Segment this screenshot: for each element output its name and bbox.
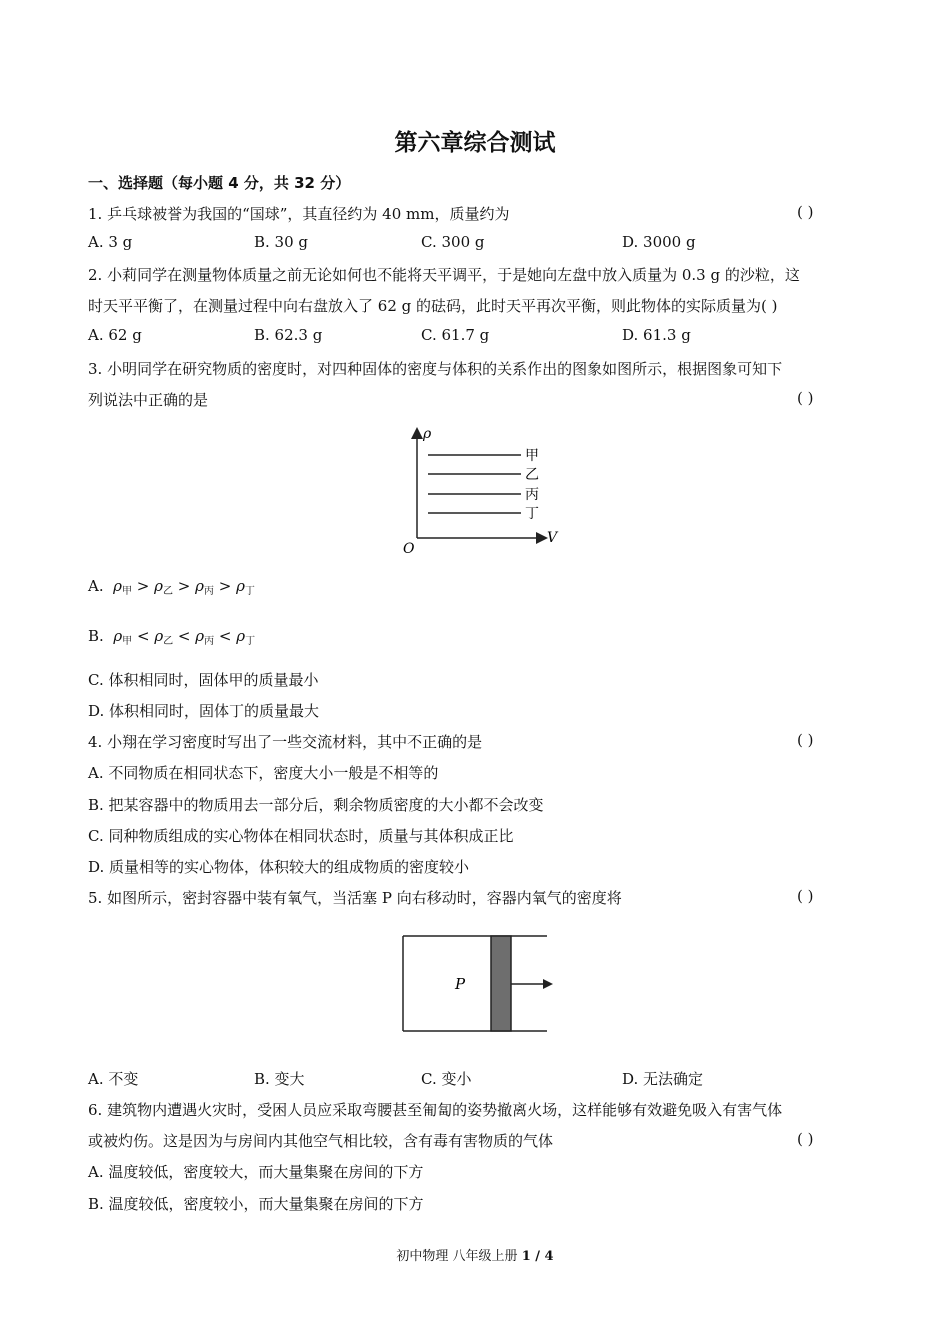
question-6-stem-line1: 6. 建筑物内遭遇火灾时，受困人员应采取弯腰甚至匍匐的姿势撤离火场，这样能够有效避免吸入有害气体	[88, 1101, 783, 1119]
q3-option-b: B. $\rho_甲 < \rho_乙 < \rho_丙 < \rho_丁$	[88, 627, 256, 647]
q4-option-c: C. 同种物质组成的实心物体在相同状态时，质量与其体积成正比	[88, 827, 514, 845]
question-3-stem-line2: 列说法中正确的是	[88, 391, 209, 409]
question-3-stem-line1: 3. 小明同学在研究物质的密度时，对四种固体的密度与体积的关系作出的图象如图所示，根据图象可知下	[88, 360, 783, 378]
piston	[491, 936, 511, 1031]
label-bing: 丙	[525, 487, 539, 503]
question-2-stem-line2: 时天平平衡了，在测量过程中向右盘放入了 62 g 的砝码，此时天平再次平衡，则此物体的实际质量为( )	[88, 297, 778, 315]
section-heading: 一、选择题（每小题 4 分，共 32 分）	[88, 174, 351, 192]
q2-option-d: D. 61.3 g	[622, 326, 691, 344]
question-2-stem-line1: 2. 小莉同学在测量物体质量之前无论如何也不能将天平调平，于是她向左盘中放入质量为 0.3 g 的沙粒，这	[88, 266, 800, 284]
q1-option-a: A. 3 g	[88, 233, 133, 251]
q4-option-a: A. 不同物质在相同状态下，密度大小一般是不相等的	[88, 764, 439, 782]
piston-container-diagram	[375, 928, 565, 1053]
q1-option-d: D. 3000 g	[622, 233, 696, 251]
question-1-stem: 1. 乒乓球被誉为我国的“国球”，其直径约为 40 mm，质量约为	[88, 205, 510, 223]
q2-option-a: A. 62 g	[88, 326, 142, 344]
q2-option-b: B. 62.3 g	[254, 326, 323, 344]
label-ding: 丁	[525, 506, 539, 522]
origin-label: O	[403, 541, 415, 557]
page-footer	[0, 1245, 950, 1264]
q5-option-b: B. 变大	[254, 1070, 305, 1088]
q6-option-b: B. 温度较低，密度较小，而大量集聚在房间的下方	[88, 1195, 424, 1213]
q5-option-a: A. 不变	[88, 1070, 139, 1088]
page-title: 第六章综合测试	[394, 130, 556, 156]
q5-option-d: D. 无法确定	[622, 1070, 704, 1088]
q4-option-d: D. 质量相等的实心物体，体积较大的组成物质的密度较小	[88, 858, 470, 876]
question-4-stem: 4. 小翔在学习密度时写出了一些交流材料，其中不正确的是	[88, 733, 483, 751]
question-5-stem: 5. 如图所示，密封容器中装有氧气，当活塞 P 向右移动时，容器内氧气的密度将	[88, 889, 622, 907]
q1-option-c: C. 300 g	[421, 233, 485, 251]
label-jia: 甲	[525, 448, 539, 464]
answer-bracket: ( )	[797, 389, 814, 407]
q4-option-b: B. 把某容器中的物质用去一部分后，剩余物质密度的大小都不会改变	[88, 796, 544, 814]
answer-bracket: ( )	[797, 1130, 814, 1148]
page-number: 1 / 4	[521, 1249, 554, 1264]
q2-option-c: C. 61.7 g	[421, 326, 490, 344]
q1-option-b: B. 30 g	[254, 233, 309, 251]
q5-option-c: C. 变小	[421, 1070, 472, 1088]
footer-text: 初中物理 八年级上册	[396, 1249, 522, 1264]
q3-option-d: D. 体积相同时，固体丁的质量最大	[88, 702, 320, 720]
density-volume-graph	[395, 420, 565, 560]
q6-option-a: A. 温度较低，密度较大，而大量集聚在房间的下方	[88, 1163, 424, 1181]
q3-option-a: A. $\rho_甲 > \rho_乙 > \rho_丙 > \rho_丁$	[88, 577, 255, 597]
answer-bracket: ( )	[797, 887, 814, 905]
label-yi: 乙	[525, 467, 539, 483]
answer-bracket: ( )	[797, 731, 814, 749]
piston-label: P	[455, 975, 466, 993]
answer-bracket: ( )	[797, 203, 814, 221]
x-axis-label: V	[547, 530, 558, 546]
y-axis-label: ρ	[423, 426, 432, 442]
q3-option-c: C. 体积相同时，固体甲的质量最小	[88, 671, 319, 689]
move-arrow-icon	[543, 979, 553, 989]
question-6-stem-line2: 或被灼伤。这是因为与房间内其他空气相比较，含有毒有害物质的气体	[88, 1132, 554, 1150]
